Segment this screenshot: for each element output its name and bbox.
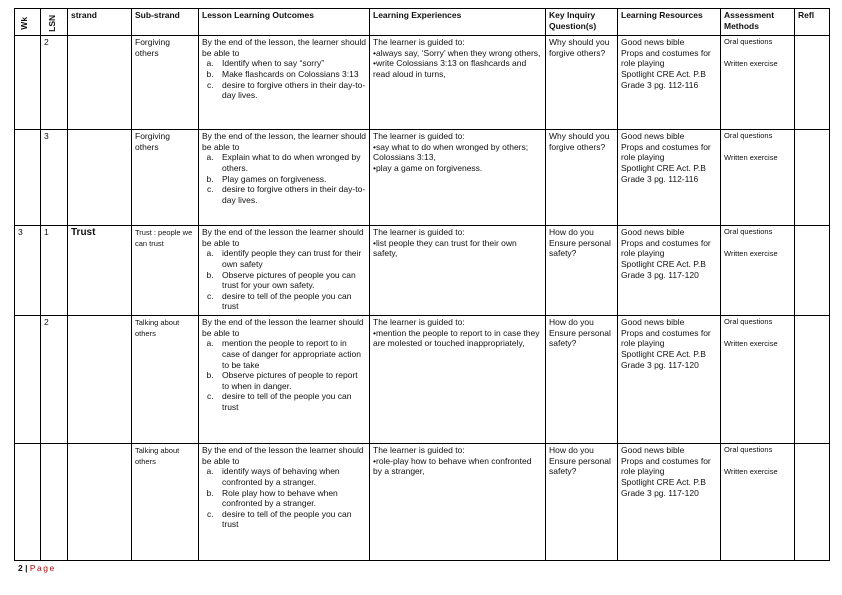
table-row (15, 226, 830, 316)
resource-item: Spotlight CRE Act. P.B Grade 3 pg. 117-120 (621, 348, 706, 370)
outcome-item: b. Observe pictures of people to report to when in danger. (216, 370, 366, 391)
substrand-value: Talking about others (135, 446, 180, 466)
header-outcomes: Lesson Learning Outcomes (199, 9, 370, 36)
cell-substrand (132, 226, 199, 316)
experiences-intro: The learner is guided to: (373, 445, 465, 455)
header-question: Key Inquiry Question(s) (546, 9, 618, 36)
outcomes-list (202, 58, 366, 101)
cell-substrand (132, 444, 199, 561)
key-question: How do you Ensure personal safety? (549, 445, 611, 477)
cell-wk (15, 36, 41, 130)
experiences-intro: The learner is guided to: (373, 131, 465, 141)
cell-experiences (370, 444, 546, 561)
header-lsn: LSN (41, 9, 68, 36)
experience-item: • list people they can trust for their own safety, (373, 238, 542, 259)
outcomes-intro: By the end of the lesson the learner should be able to (202, 317, 364, 338)
substrand-value: Forgiving others (135, 37, 170, 58)
resource-item: Props and costumes for role playing (621, 141, 711, 163)
outcome-item: a. Explain what to do when wronged by others. (216, 152, 366, 173)
resource-item: Props and costumes for role playing (621, 327, 711, 349)
experience-item: • role-play how to behave when confronted by a stranger, (373, 456, 542, 477)
experiences-intro: The learner is guided to: (373, 37, 465, 47)
cell-experiences (370, 36, 546, 130)
outcome-item: c. desire to forgive others in their day-to-day lives. (216, 80, 366, 101)
cell-lsn (41, 226, 68, 316)
outcome-item: a. identify people they can trust for their own safety (216, 248, 366, 269)
cell-lsn (41, 130, 68, 226)
cell-strand (68, 226, 132, 316)
page-label: Page (29, 563, 56, 573)
header-assessment: Assessment Methods (721, 9, 795, 36)
cell-refl (795, 226, 830, 316)
assessment-item: Written exercise (724, 153, 778, 163)
outcome-item: b. Play games on forgiveness. (216, 174, 366, 185)
lsn-value: 2 (44, 37, 49, 47)
substrand-value: Talking about others (135, 318, 180, 338)
scheme-of-work-table (14, 8, 830, 561)
outcome-item: b. Observe pictures of people you can trust for your own safety. (216, 270, 366, 291)
cell-outcomes (199, 316, 370, 444)
outcomes-list (202, 338, 366, 412)
outcome-item: a. mention the people to report to in case of danger for appropriate action to be take (216, 338, 366, 370)
key-question: How do you Ensure personal safety? (549, 317, 611, 349)
wk-value: 3 (18, 227, 23, 237)
header-resources: Learning Resources (618, 9, 721, 36)
cell-question (546, 316, 618, 444)
cell-strand (68, 444, 132, 561)
cell-substrand (132, 36, 199, 130)
resource-item: Props and costumes for role playing (621, 47, 711, 69)
outcomes-intro: By the end of the lesson the learner should be able to (202, 227, 364, 248)
cell-substrand (132, 130, 199, 226)
lsn-value: 1 (44, 227, 49, 237)
cell-resources (618, 316, 721, 444)
cell-wk (15, 444, 41, 561)
cell-wk (15, 130, 41, 226)
cell-resources (618, 444, 721, 561)
cell-substrand (132, 316, 199, 444)
outcome-item: a. Identify when to say “sorry” (216, 58, 366, 69)
outcomes-list (202, 466, 366, 530)
cell-resources (618, 36, 721, 130)
assessment-item: Written exercise (724, 339, 778, 349)
table-row (15, 444, 830, 561)
key-question: Why should you forgive others? (549, 131, 610, 152)
assessment-item: Oral questions (724, 317, 773, 326)
cell-refl (795, 444, 830, 561)
resource-item: Good news bible (621, 445, 685, 455)
assessment-item: Oral questions (724, 37, 773, 46)
cell-strand (68, 36, 132, 130)
lsn-value: 2 (44, 317, 49, 327)
cell-outcomes (199, 444, 370, 561)
table-row (15, 130, 830, 226)
outcomes-intro: By the end of the lesson, the learner should be able to (202, 131, 366, 152)
cell-outcomes (199, 36, 370, 130)
strand-value: Trust (71, 227, 96, 238)
resource-item: Good news bible (621, 317, 685, 327)
cell-assessment (721, 226, 795, 316)
experience-item: • mention the people to report to in case they are molested or touched inappropriately, (373, 328, 542, 349)
experiences-intro: The learner is guided to: (373, 227, 465, 237)
cell-experiences (370, 130, 546, 226)
cell-outcomes (199, 226, 370, 316)
experience-item: • play a game on forgiveness. (373, 163, 542, 174)
cell-question (546, 36, 618, 130)
resource-item: Props and costumes for role playing (621, 455, 711, 477)
cell-wk (15, 226, 41, 316)
outcomes-list (202, 152, 366, 205)
cell-outcomes (199, 130, 370, 226)
outcomes-intro: By the end of the lesson the learner should be able to (202, 445, 364, 466)
header-substrand: Sub-strand (132, 9, 199, 36)
page-separator: | (25, 563, 28, 573)
cell-resources (618, 226, 721, 316)
cell-experiences (370, 316, 546, 444)
cell-assessment (721, 36, 795, 130)
experience-item: • say what to do when wronged by others; Colossians 3:13, (373, 142, 542, 163)
header-strand: strand (68, 9, 132, 36)
cell-experiences (370, 226, 546, 316)
outcomes-list (202, 248, 366, 312)
header-refl: Refl (795, 9, 830, 36)
cell-question (546, 444, 618, 561)
key-question: How do you Ensure personal safety? (549, 227, 611, 259)
outcome-item: a. identify ways of behaving when confronted by a stranger. (216, 466, 366, 487)
resource-item: Good news bible (621, 37, 685, 47)
resource-item: Spotlight CRE Act. P.B Grade 3 pg. 112-116 (621, 68, 706, 90)
header-row (15, 9, 830, 36)
assessment-item: Oral questions (724, 227, 773, 236)
resource-item: Spotlight CRE Act. P.B Grade 3 pg. 117-120 (621, 258, 706, 280)
cell-assessment (721, 444, 795, 561)
experience-item: • write Colossians 3:13 on flashcards and read aloud in turns, (373, 58, 542, 79)
page-footer (18, 563, 56, 573)
cell-question (546, 130, 618, 226)
resource-item: Good news bible (621, 131, 685, 141)
cell-assessment (721, 130, 795, 226)
cell-question (546, 226, 618, 316)
resource-item: Props and costumes for role playing (621, 237, 711, 259)
outcome-item: c. desire to tell of the people you can trust (216, 509, 366, 530)
header-wk: Wk (15, 9, 41, 36)
cell-wk (15, 316, 41, 444)
table-row (15, 316, 830, 444)
experience-item: • always say, ‘Sorry’ when they wrong others, (373, 48, 542, 59)
table-row (15, 36, 830, 130)
outcomes-intro: By the end of the lesson, the learner should be able to (202, 37, 366, 58)
key-question: Why should you forgive others? (549, 37, 610, 58)
resource-item: Spotlight CRE Act. P.B Grade 3 pg. 112-116 (621, 162, 706, 184)
outcome-item: c. desire to tell of the people you can trust (216, 391, 366, 412)
cell-refl (795, 316, 830, 444)
resource-item: Good news bible (621, 227, 685, 237)
substrand-value: Forgiving others (135, 131, 170, 152)
cell-strand (68, 130, 132, 226)
assessment-item: Written exercise (724, 59, 778, 69)
outcome-item: c. desire to forgive others in their day-to-day lives. (216, 184, 366, 205)
assessment-item: Written exercise (724, 249, 778, 259)
page-number: 2 (18, 563, 23, 573)
substrand-value: Trust : people we can trust (135, 228, 193, 248)
cell-lsn (41, 36, 68, 130)
outcome-item: b. Role play how to behave when confronted by a stranger. (216, 488, 366, 509)
experiences-intro: The learner is guided to: (373, 317, 465, 327)
outcome-item: c. desire to tell of the people you can trust (216, 291, 366, 312)
cell-assessment (721, 316, 795, 444)
cell-strand (68, 316, 132, 444)
cell-resources (618, 130, 721, 226)
assessment-item: Oral questions (724, 131, 773, 140)
cell-refl (795, 36, 830, 130)
assessment-item: Oral questions (724, 445, 773, 454)
header-experiences: Learning Experiences (370, 9, 546, 36)
resource-item: Spotlight CRE Act. P.B Grade 3 pg. 117-120 (621, 476, 706, 498)
outcome-item: b. Make flashcards on Colossians 3:13 (216, 69, 366, 80)
cell-refl (795, 130, 830, 226)
lsn-value: 3 (44, 131, 49, 141)
cell-lsn (41, 316, 68, 444)
cell-lsn (41, 444, 68, 561)
assessment-item: Written exercise (724, 467, 778, 477)
